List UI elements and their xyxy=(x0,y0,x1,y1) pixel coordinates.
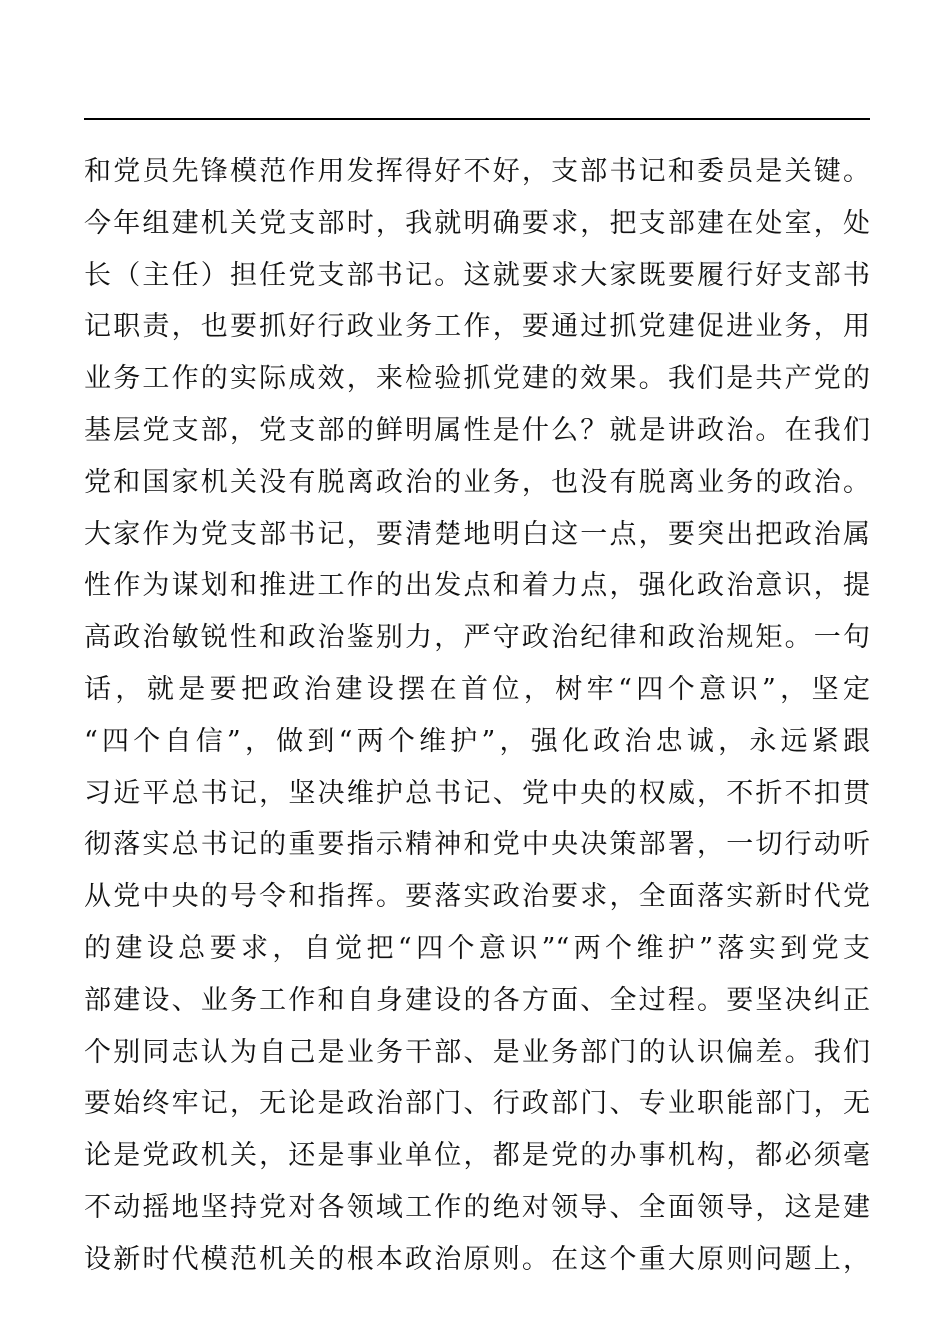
text-line: 今年组建机关党支部时，我就明确要求，把支部建在处室，处 xyxy=(84,207,870,239)
text-line: 和党员先锋模范作用发挥得好不好，支部书记和委员是关键。 xyxy=(84,156,870,187)
text-line: 设新时代模范机关的根本政治原则。在这个重大原则问题上， xyxy=(84,1243,870,1275)
text-line: 论是党政机关，还是事业单位，都是党的办事机构，都必须毫 xyxy=(84,1140,870,1172)
text-line: 记职责，也要抓好行政业务工作，要通过抓党建促进业务，用 xyxy=(84,311,870,343)
text-line: 党和国家机关没有脱离政治的业务，也没有脱离业务的政治。 xyxy=(84,466,870,498)
text-line: 部建设、业务工作和自身建设的各方面、全过程。要坚决纠正 xyxy=(84,984,870,1016)
text-line: 从党中央的号令和指挥。要落实政治要求，全面落实新时代党 xyxy=(84,881,870,913)
text-line: 彻落实总书记的重要指示精神和党中央决策部署，一切行动听 xyxy=(84,829,870,861)
header-rule xyxy=(84,118,870,120)
text-line: 高政治敏锐性和政治鉴别力，严守政治纪律和政治规矩。一句 xyxy=(84,622,870,654)
text-line: 习近平总书记，坚决维护总书记、党中央的权威，不折不扣贯 xyxy=(84,777,870,809)
text-line: “四个自信”，做到“两个维护”，强化政治忠诚，永远紧跟 xyxy=(84,725,870,757)
body-text xyxy=(84,146,870,1286)
text-line: 不动摇地坚持党对各领域工作的绝对领导、全面领导，这是建 xyxy=(84,1191,870,1223)
text-line: 的建设总要求，自觉把“四个意识”“两个维护”落实到党支 xyxy=(84,932,870,964)
text-line: 基层党支部，党支部的鲜明属性是什么？就是讲政治。在我们 xyxy=(84,414,870,446)
text-line: 长（主任）担任党支部书记。这就要求大家既要履行好支部书 xyxy=(84,259,870,291)
text-line: 业务工作的实际成效，来检验抓党建的效果。我们是共产党的 xyxy=(84,363,870,395)
text-line: 性作为谋划和推进工作的出发点和着力点，强化政治意识，提 xyxy=(84,570,870,602)
text-line: 要始终牢记，无论是政治部门、行政部门、专业职能部门，无 xyxy=(84,1088,870,1120)
text-line: 大家作为党支部书记，要清楚地明白这一点，要突出把政治属 xyxy=(84,518,870,550)
text-line: 话，就是要把政治建设摆在首位，树牢“四个意识”，坚定 xyxy=(84,673,870,705)
text-line: 个别同志认为自己是业务干部、是业务部门的认识偏差。我们 xyxy=(84,1036,870,1068)
